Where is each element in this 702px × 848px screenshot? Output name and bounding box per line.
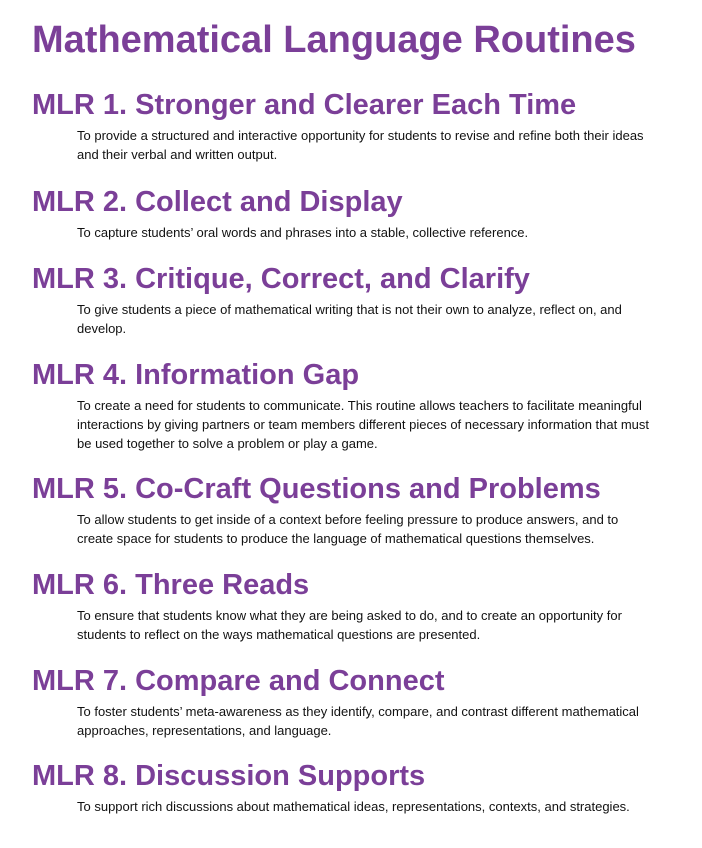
routine-section bbox=[32, 262, 672, 338]
routine-description: To provide a structured and interactive opportunity for students to revise and refine both their ideas and their verbal and written output. bbox=[77, 128, 644, 162]
routine-heading: MLR 3. Critique, Correct, and Clarify bbox=[32, 263, 530, 295]
routine-heading: MLR 5. Co-Craft Questions and Problems bbox=[32, 473, 601, 505]
routine-description: To support rich discussions about mathematical ideas, representations, contexts, and strategies. bbox=[77, 799, 630, 814]
routine-description: To allow students to get inside of a context before feeling pressure to produce answers, and to create space for students to produce the language of mathematical questions themselves. bbox=[77, 512, 619, 546]
routine-heading: MLR 7. Compare and Connect bbox=[32, 665, 445, 697]
routine-heading: MLR 8. Discussion Supports bbox=[32, 760, 426, 792]
routine-section bbox=[32, 759, 672, 816]
routine-section bbox=[32, 185, 672, 242]
routine-section bbox=[32, 88, 672, 164]
routine-section bbox=[32, 568, 672, 644]
routine-section bbox=[32, 472, 672, 548]
routine-section bbox=[32, 358, 672, 453]
page-title: Mathematical Language Routines bbox=[32, 19, 636, 61]
routine-description: To create a need for students to communicate. This routine allows teachers to facilitate meaningful interactions by giving partners or team members different pieces of necessary information that must be used together to solve a problem or play a game. bbox=[77, 398, 650, 451]
routine-heading: MLR 1. Stronger and Clearer Each Time bbox=[32, 89, 577, 121]
routine-heading: MLR 6. Three Reads bbox=[32, 569, 310, 601]
routine-description: To give students a piece of mathematical writing that is not their own to analyze, reflect on, and develop. bbox=[77, 302, 622, 336]
routine-section bbox=[32, 664, 672, 740]
routine-description: To capture students’ oral words and phrases into a stable, collective reference. bbox=[77, 225, 529, 240]
routine-heading: MLR 2. Collect and Display bbox=[32, 186, 403, 218]
routine-description: To foster students’ meta-awareness as they identify, compare, and contrast different mathematical approaches, representations, and language. bbox=[77, 704, 639, 738]
routine-heading: MLR 4. Information Gap bbox=[32, 359, 360, 391]
routine-description: To ensure that students know what they are being asked to do, and to create an opportunity for students to reflect on the ways mathematical questions are presented. bbox=[77, 608, 622, 642]
